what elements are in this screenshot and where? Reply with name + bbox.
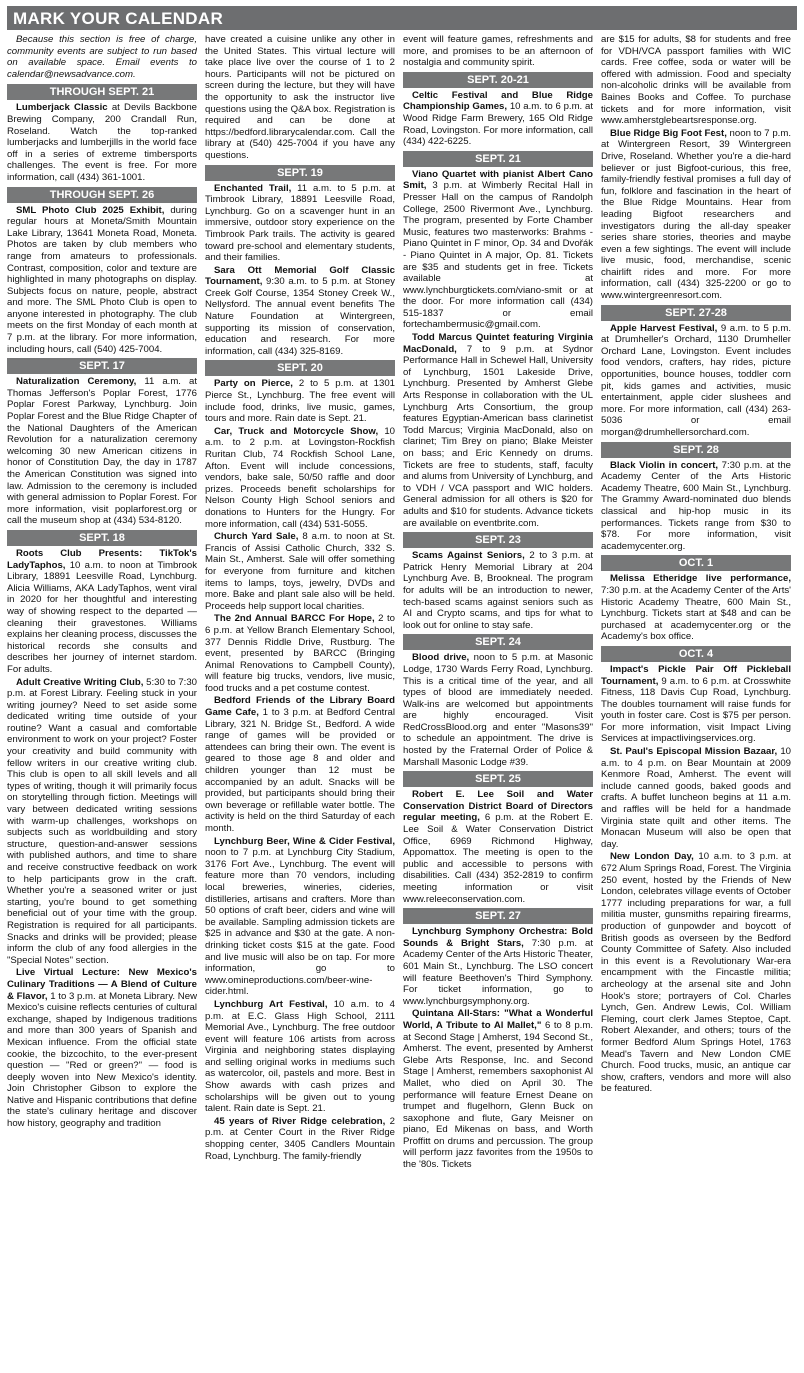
date-header: SEPT. 27 [403, 908, 593, 924]
event-title: Robert E. Lee Soil and Water Conservation District Board of Directors regular meeting, [403, 789, 593, 824]
event-title: Live Virtual Lecture: New Mexico's Culinary Traditions — A Blend of Culture & Flavor, [7, 967, 197, 1002]
column-2 [205, 34, 395, 1369]
event-description: 5:30 to 7:30 p.m. at Forest Library. Feeling stuck in your writing journey? Need to set aside some dedicated writing time outside of your routine? Want a casual and comfortable environment to work on your project? Foster your creativity and build community with fellow writers in our creative writing club. This club is open to all skill levels and all types of writing, though it will primarily focus on storytelling through fiction. Meetings will vary between dedicated writing sessions with warm-up challenges, workshops on subjects such as worldbuilding and story structure, question-and-answer sessions with published authors, and time to share and receive constructive feedback on work to help participants grow in the craft. Whether you're a seasoned writer or just starting, you're bound to get something beneficial out of your time with the group. Registration is required for all participants. Snacks and drinks will be provided; please inform the club of any food allergies in the "Special Notes" section. [7, 676, 197, 966]
date-header: SEPT. 20 [205, 360, 395, 376]
event-title: Car, Truck and Motorcycle Show, [214, 425, 379, 437]
event-title: Roots Club Presents: TikTok's LadyTaphos, [7, 547, 197, 571]
event-title: New London Day, [610, 851, 694, 863]
event-listing [205, 999, 395, 1115]
event-description: 6 to 8 p.m. at Second Stage | Amherst, 194 Second St., Amherst. The event, presented by Amherst Glebe Arts Response, Inc. and Second Stage | Amherst, remembers saxophonist Al Mallet, who died on April 30. The performance will feature Ernest Deane on trumpet and flugelhorn, Glenn Buck on saxophone and flute, Gary Meisner on piano, Ed Mikenas on bass, and Worth Proffitt on drums and percussion. The group will perform jazz favorites from the 1950s to the '80s. Tickets [403, 1019, 593, 1171]
event-description: have created a cuisine unlike any other in the United States. This virtual lecture will take place live over the course of 1 to 2 hours. Participants will not be pictured on screen during the lecture, but they will have the opportunity to ask the instructor live questions using the Q&A box. Registration is required and can be done at https://bedford.librarycalendar.com. Call the library at (540) 425-7004 if you have any questions. [205, 34, 395, 161]
event-title: Bedford Friends of the Library Board Game Cafe, [205, 695, 395, 719]
event-listing [403, 169, 593, 331]
event-description: 10 a.m. to noon at Timbrook Library, 18891 Leesville Road, Lynchburg. Alicia Williams, AKA LadyTaphos, went viral in 2020 for her thoughtful and interesting way of showing respect to the departed — cleaning their gravestones. Williams explains her cleaning process, discusses the historical records she consults and describes her journey of internet stardom. For adults. [7, 559, 197, 675]
event-listing [205, 836, 395, 998]
event-listing [7, 205, 197, 356]
event-description: 7:30 p.m. at Academy Center of the Arts Historic Theater, 601 Main St., Lynchburg. The LSO concert will feature Beethoven's Third Symphony. For ticket information, go to www.lynchburgsymphony.org. [403, 937, 593, 1007]
event-description: 9 a.m. to 6 p.m. at Crosswhite Fitness, 118 Davis Cup Road, Lynchburg. The doubles tournament will raise funds for youth in foster care. Cost is $75 per person. For more information, visit Impact Living Services at impactlivingservices.org. [601, 675, 791, 745]
date-header: SEPT. 19 [205, 165, 395, 181]
event-title: Black Violin in concert, [610, 459, 719, 471]
event-title: Lynchburg Art Festival, [214, 998, 328, 1010]
event-title: 45 years of River Ridge celebration, [214, 1115, 386, 1127]
event-title: Todd Marcus Quintet featuring Virginia MacDonald, [403, 332, 593, 355]
event-listing [205, 265, 395, 358]
event-description: noon to 7 p.m. at Lynchburg City Stadium, 3176 Fort Ave., Lynchburg. The event will feature more than 70 vendors, including local breweries, wineries, cideries, distilleries, artisans and crafters. More than 50 options of craft beer, ciders and wine will be available. Sampling admission tickets are $25 in advance and $30 at the gate. A non-drinking ticket costs $15 at the gate. Food and live music will also be on tap. For more information, go to www.omineproductions.com/beer-wine-cider.html. [205, 847, 395, 998]
date-header: SEPT. 28 [601, 442, 791, 458]
event-description: 10 a.m. to 4 p.m. at E.C. Glass High School, 2111 Memorial Ave., Lynchburg. The free outdoor event will feature 106 artists from across Virginia and neighboring states displaying and selling original works in mediums such as watercolor, oil, pastels and more. Best in Show awards with cash prizes and scholarships will be given out to young talent. Rain date is Sept. 21. [205, 998, 395, 1115]
event-description: 7:30 p.m. at the Academy Center of the Arts' Historic Academy Theatre, 600 Main St., Lynchburg. Tickets start at $48 and can be purchased at academycenter.org or the Academy's box office. [601, 584, 791, 643]
event-title: Lynchburg Symphony Orchestra: Bold Sounds & Bright Stars, [403, 926, 593, 949]
event-description: 10 a.m. to 2 p.m. at Lovingston-Rockfish Ruritan Club, 74 Rockfish School Lane, Afton. Event will include concessions, vendors, bake sale, 50/50 raffle and door prizes. Proceeds benefit scholarships for Nelson County High School seniors and donations to Hunters for the Hungry. For more information, call (434) 531-5055. [205, 425, 395, 530]
date-header: SEPT. 25 [403, 771, 593, 787]
event-title: Party on Pierce, [214, 378, 293, 390]
event-listing [205, 426, 395, 530]
event-title: Lynchburg Beer, Wine & Cider Festival, [214, 835, 395, 847]
event-listing [601, 851, 791, 1094]
event-description: 6 p.m. at the Robert E. Lee Soil & Water Conservation District Office, 6969 Richmond Highway, Appomattox. The meeting is open to the public and accessible to persons with disabilities. Call (434) 352-2819 to confirm meeting information or visit www.releeconservation.com. [403, 812, 593, 905]
date-header: OCT. 1 [601, 555, 791, 571]
event-title: Impact's Pickle Pair Off Pickleball Tournament, [601, 663, 791, 687]
event-description: 7 to 9 p.m. at Sydnor Performance Hall in Schewel Hall, University of Lynchburg, 1501 Lakeside Drive, Lynchburg. Presented by Amherst Glebe Arts Response in collaboration with the UL Lynchburg Arts Consortium, the group features Egyptian-American bass clarinetist Todd Marcus; Virginia MacDonald, also on clarinet; Tim Brey on piano; Blake Meister on bass; and Eric Kennedy on drums. Tickets are free to students, staff, faculty and alums from University of Lynchburg, and to VDH / VCA passport and WIC holders. General admission for all others is $20 for adults and $10 for students. Advance tickets are available on eventbrite.com. [403, 343, 593, 529]
column-4 [601, 34, 791, 1369]
date-header: SEPT. 23 [403, 532, 593, 548]
column-1 [7, 34, 197, 1369]
date-header: SEPT. 18 [7, 530, 197, 546]
event-title: SML Photo Club 2025 Exhibit, [16, 204, 165, 216]
event-listing [403, 1008, 593, 1170]
event-listing [601, 34, 791, 127]
event-listing [601, 323, 791, 439]
event-listing [205, 531, 395, 612]
event-description: 11 a.m. at Thomas Jefferson's Poplar Forest, 1776 Poplar Forest Parkway, Lynchburg. Join Poplar Forest and the Blue Ridge Chapter of the National Daughters of the American Revolution for a naturalization ceremony welcoming 30 new American citizens in honor of Constitution Day, the day in 1787 the American Constitution was signed into law. Admission to the ceremony is included with general admission to Poplar Forest. For more information, visit poplarforest.org or call the museum shop at (434) 534-8120. [7, 376, 197, 527]
event-listing [403, 926, 593, 1007]
date-header: THROUGH SEPT. 26 [7, 187, 197, 203]
event-listing [403, 34, 593, 69]
event-listing [7, 102, 197, 183]
event-description: 1 to 3 p.m. at Bedford Central Library, 321 N. Bridge St., Bedford. A wide range of games will be provided or attendees can bring their own. The event is geared to those age 8 and older and children younger than 12 must be accompanied by an adult. Snacks will be provided, but participants should bring their own beverage or refillable water bottle. The activity is held on the third Saturday of each month. [205, 707, 395, 834]
event-description: noon to 7 p.m. at Wintergreen Resort, 39 Wintergreen Drive, Roseland. Whether you're a die-hard believer or just Bigfoot-curious, this free, family-friendly festival promises a full day of fun, folklore and fascination in the heart of the Blue Ridge Mountains. Hear from leading Bigfoot researchers and investigators during the all-day speaker series share stories, theories and maybe even a few sightings. The event will include live music, food, merchandise, scenic chairlift rides and more. For more information, call (434) 325-2200 or go to www.wintergreenresort.com. [601, 127, 791, 302]
event-title: St. Paul's Episcopal Mission Bazaar, [610, 746, 778, 758]
event-listing [7, 548, 197, 676]
event-description: 2 to 6 p.m. at Yellow Branch Elementary School, 377 Dennis Riddle Drive, Rustburg. The event, presented by BARCC (Bringing Animal Renovations to Campbell County), will feature big trucks, vendors, live music, food trucks and a pet costume contest. [205, 613, 395, 694]
event-description: 7:30 p.m. at the Academy Center of the Arts Historic Academy Theatre, 600 Main St., Lynchburg. The Grammy Award-nominated duo blends classical and hip-hop music in its performances. Tickets range from $30 to $78. For more information, visit academycenter.org. [601, 459, 791, 552]
event-listing [7, 677, 197, 967]
event-title: Apple Harvest Festival, [610, 322, 718, 334]
event-description: 8 a.m. to noon at St. Francis of Assisi Catholic Church, 332 S. Main St., Amherst. Sale will offer something for everyone from furniture and kitchen items to lamps, toys, jewelry, DVDs and more. Bake and plant sale also will be held. Proceeds help support local charities. [205, 531, 395, 612]
event-listing [7, 967, 197, 1129]
event-listing [403, 550, 593, 631]
event-description: 10 a.m. to 3 p.m. at 672 Alum Springs Road, Forest. The Virginia 250 event, hosted by the Friends of New London, celebrates village events of October 1777 including preparations for war, a full militia muster, gunsmiths repairing firearms, production of gunpowder and boycott of British goods as overseen by the Bedford County Committee of Safety. Also included in this event is a Revolutionary War-era encampment with the Fincastle militia; archeology at the arsenal site and John Hook's store; portrayers of Col. Charles Lynch, Gen. Andrew Lewis, Col. William Fleming, court clerk James Steptoe, Capt. Robert Alexander, and others; tours of the former Bedford Alum Springs Hotel, 1763 Mead's Tavern and New London CME Church. Food trucks, music, an antique car show, crafters, vendors and more will also be featured. [601, 851, 791, 1095]
event-listing [601, 664, 791, 745]
event-description: 9 a.m. to 5 p.m. at Drumheller's Orchard, 1130 Drumheller Orchard Lane, Lovingston. Event includes food vendors, crafters, hay rides, picture opportunities, bounce houses, toddler corn pit, kids games and activities, music entertainment, apple cider slushees and more. For more information, call (434) 263-5036 or email morgan@drumhellersorchard.com. [601, 322, 791, 438]
section-banner: MARK YOUR CALENDAR [7, 6, 797, 30]
event-description: 3 p.m. at Wimberly Recital Hall in Presser Hall on the campus of Randolph College, 2500 Rivermont Ave., Lynchburg. The program, presented by Forte Chamber Music, features two masterworks: Brahms - Piano Quintet in F minor, Op. 34 and Dvořák - Piano Quintet in A major, Op. 81. Tickets are $35 and students get in free. Tickets available at www.lynchburgtickets.com/viano-smit or at the door. For more information call (434) 515-1837 or email fortechambermusic@gmail.com. [403, 180, 593, 331]
event-title: Blood drive, [412, 652, 470, 664]
event-description: 1 to 3 p.m. at Moneta Library. New Mexico's cuisine reflects centuries of cultural exchange, shaped by Indigenous traditions and more than 300 years of Spanish and Mexican influence. From the official state cookie, the bizcochito, to the ever-present question — "Red or green?" — food is deeply woven into New Mexico's identity. Join Christopher Gibson to explore the Native and Hispanic contributions that define the state's culinary heritage and discover how history, geography and tradition [7, 990, 197, 1130]
event-title: Lumberjack Classic [16, 102, 108, 114]
event-description: are $15 for adults, $8 for students and free for VDH/VCA passport families with WIC cards. Free coffee, soda or water will be offered with admission. Food and specialty non-alcoholic drinks will be available from Baines Books and Coffee. To purchase tickets and for more information, visit www.amherstglebeartsresponse.org. [601, 34, 791, 127]
event-description: 2 to 5 p.m. at 1301 Pierce St., Lynchburg. The free event will include food, drinks, live music, games, tours and more. Rain date is Sept. 21. [205, 378, 395, 425]
event-listing [403, 90, 593, 148]
event-title: Quintana All-Stars: "What a Wonderful World, A Tribute to Al Mallet," [403, 1008, 593, 1031]
event-title: Viano Quartet with pianist Albert Cano Smit, [403, 168, 593, 192]
event-title: Scams Against Seniors, [412, 550, 525, 562]
column-3 [403, 34, 593, 1369]
event-description: during regular hours at Moneta/Smith Mountain Lake Library, 13641 Moneta Road, Moneta. Photos are taken by club members who range from amateurs to professionals. Contrast, composition, color and texture are highlighted in many photographs on display. Subjects focus on nature, people, abstract and more. The SML Photo Club is open to anyone interested in photography. The club meets on the first Monday of each month at 7 p.m. at the library. For more information, including hours, call (540) 425-7004. [7, 204, 197, 355]
event-description: 9:30 a.m. to 5 p.m. at Stoney Creek Golf Course, 1354 Stoney Creek W., Nellysford. The annual event benefits The Nature Foundation at Wintergreen, supporting its mission of conservation, education and research. For more information, call (434) 325-8169. [205, 276, 395, 357]
date-header: SEPT. 20-21 [403, 72, 593, 88]
event-listing [601, 746, 791, 850]
event-description: 11 a.m. to 5 p.m. at Timbrook Library, 18891 Leesville Road, Lynchburg. Go on a scavenger hunt in an immersive, outdoor story experience on the Timbrook Park trails. The activity is geared toward pre-school and elementary students, and their families. [205, 182, 395, 264]
event-listing [403, 332, 593, 529]
columns [7, 34, 797, 1369]
date-header: SEPT. 27-28 [601, 305, 791, 321]
event-title: Blue Ridge Big Foot Fest, [610, 127, 727, 139]
event-description: noon to 5 p.m. at Masonic Lodge, 1730 Wards Ferry Road, Lynchburg. This is a critical time of the year, and all types of blood are immediately needed. Walk-ins are welcomed but appointments are highly encouraged. Visit RedCrossBlood.org and enter "Masons39" to schedule an appointment. The drive is hosted by the Fraternal Order of Police & Marshall Masonic Lodge #39. [403, 652, 593, 768]
event-listing [205, 183, 395, 264]
event-listing [205, 1116, 395, 1162]
event-title: Melissa Etheridge live performance, [610, 573, 791, 585]
date-header: SEPT. 17 [7, 358, 197, 374]
event-description: 10 a.m. to 4 p.m. on Bear Mountain at 2009 Kenmore Road, Amherst. The event will include canned goods, baked goods and crafts. A buffet luncheon begins at 11 a.m. and raffles will be held for a handmade Virginia state quilt and other items. The Monacan Museum will also be open that day. [601, 746, 791, 850]
event-description: event will feature games, refreshments and more, and promises to be an afternoon of nostalgia and community spirit. [403, 34, 593, 69]
event-listing [7, 376, 197, 527]
event-title: Church Yard Sale, [214, 531, 299, 543]
event-listing [205, 695, 395, 834]
event-description: 2 to 3 p.m. at Patrick Henry Memorial Library at 204 Lynchburg Ave. B, Brookneal. The program for adults will be an introduction to newer, tech-based scams against seniors such as AI and Crypto scams, and tips for what to look out for online to stay safe. [403, 550, 593, 631]
event-title: The 2nd Annual BARCC For Hope, [214, 613, 375, 625]
event-listing [601, 573, 791, 643]
event-listing [403, 789, 593, 905]
event-title: Adult Creative Writing Club, [16, 676, 144, 688]
event-description: 2 p.m. at Center Court in the River Ridge shopping center, 3405 Candlers Mountain Road, Lynchburg. The family-friendly [205, 1115, 395, 1162]
date-header: THROUGH SEPT. 21 [7, 84, 197, 100]
event-listing [205, 613, 395, 694]
event-listing [205, 34, 395, 162]
date-header: OCT. 4 [601, 646, 791, 662]
event-listing [601, 460, 791, 553]
event-title: Celtic Festival and Blue Ridge Championship Games, [403, 89, 593, 113]
event-description: 10 a.m. to 6 p.m. at Wood Ridge Farm Brewery, 165 Old Ridge Road, Lovingston. For more information, call (434) 422-6225. [403, 101, 593, 148]
event-description: at Devils Backbone Brewing Company, 200 Crandall Run, Roseland. Watch the top-ranked lumberjacks and lumberjills in the world face off in a series of extreme timbersports challenges. The event is free. For more information, call (434) 361-1001. [7, 102, 197, 183]
event-listing [205, 378, 395, 424]
event-listing [403, 652, 593, 768]
event-title: Naturalization Ceremony, [16, 376, 137, 388]
date-header: SEPT. 21 [403, 151, 593, 167]
event-listing [601, 128, 791, 302]
event-title: Enchanted Trail, [214, 182, 292, 194]
intro-note: Because this section is free of charge, community events are subject to run based on available space. Email events to calendar@newsadvance.com. [7, 34, 197, 80]
event-title: Sara Ott Memorial Golf Classic Tournament, [205, 264, 395, 288]
date-header: SEPT. 24 [403, 634, 593, 650]
